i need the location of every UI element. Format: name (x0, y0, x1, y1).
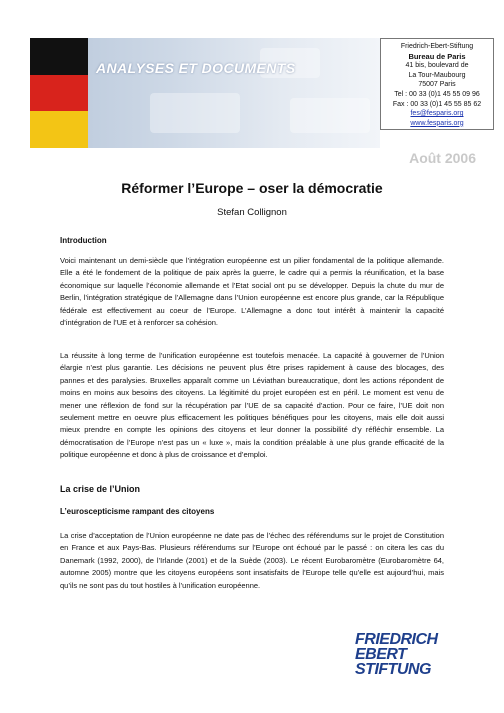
banner-title: ANALYSES ET DOCUMENTS (96, 60, 296, 76)
subsection-heading: L’euroscepticisme rampant des citoyens (60, 507, 215, 516)
address-box (380, 38, 494, 130)
author: Stefan Collignon (217, 207, 287, 218)
intro-heading: Introduction (60, 236, 107, 245)
paragraph: La crise d’acceptation de l’Union européenne ne date pas de l’échec des référendums sur le projet de Constitution en France et aux Pays-Bas. Plusieurs référendums sur l’Europe ont échoué par le passé : on citera les cas du Danemark (1992, 2000), de l’Irlande (2001) et de la Suède (2003). Le récent Eurobaromètre (Eurobaromètre 64, automne 2005) montre que les citoyens européens sont insatisfaits de l’Europe telle qu’elle est aujourd’hui, mais qu’ils ne sont pas du tout hostiles à l’unification européenne. (60, 531, 444, 590)
section-heading: La crise de l’Union (60, 484, 141, 494)
city: 75007 Paris (418, 81, 456, 89)
header-banner (30, 38, 380, 148)
logo-line: EBERT (355, 646, 407, 663)
fax: Fax : 00 33 (0)1 45 55 85 62 (392, 100, 482, 108)
website-link[interactable]: www.fesparis.org (410, 119, 464, 127)
street: 41 bis, boulevard de (405, 62, 469, 70)
logo-line: FRIEDRICH (355, 631, 438, 648)
fes-logo (355, 632, 453, 686)
banner-decoration (150, 93, 240, 133)
org-name: Friedrich-Ebert-Stiftung (400, 43, 474, 50)
german-flag-graphic (30, 38, 88, 148)
office-name: Bureau de Paris (408, 51, 466, 61)
logo-line: STIFTUNG (355, 661, 431, 678)
paragraph: La réussite à long terme de l’unification européenne est toutefois menacée. La capacité à gouverner de l’Union élargie n’est plus garantie. Les décisions ne peuvent plus être prises rapidement à cause des blocages, des pannes et des paralysies. Bruxelles apparaît comme un Léviathan bureaucratique, dont les actions répondent de moins en moins aux besoins des citoyens. La légitimité du projet européen est en péril. Le moment est venu de mener une réflexion de fond sur la récupération par l’UE de sa capacité d’action. Pour ce faire, l’UE doit non seulement mettre en oeuvre plus efficacement les politiques bénéfiques pour les citoyens, mais elle doit aussi mieux prendre en compte les opinions des citoyens et leur donner la possibilité d’y réfléchir ensemble. La démocratisation de l’Europe n’est pas un « luxe », mais la condition préalable à une plus grande efficacité de la politique européenne et donc à plus de croissance et d’emploi. (60, 351, 444, 460)
email-link[interactable]: fes@fesparis.org (410, 110, 464, 118)
phone: Tel : 00 33 (0)1 45 55 09 96 (394, 90, 480, 98)
document-title: Réformer l’Europe – oser la démocratie (121, 180, 383, 196)
paragraph: Voici maintenant un demi-siècle que l’intégration européenne est un pilier fondamental de la politique allemande. Elle a été le fondement de la politique de paix après la guerre, le cadre qui a permis la réunification, et la base économique sur laquelle l’économie allemande et l’Etat social ont pu se développer. Depuis la chute du mur de Berlin, l’intégration stratégique de l’Allemagne dans l’Union européenne est encore plus grande, car la République fédérale est effectivement au coeur de l’Europe. L’Allemagne a donc tout intérêt à maintenir la capacité d’intégration de l’UE et à renforcer sa cohésion. (60, 256, 444, 328)
publication-date: Août 2006 (409, 150, 476, 166)
street-2: La Tour-Maubourg (408, 71, 466, 79)
banner-decoration (290, 98, 370, 133)
